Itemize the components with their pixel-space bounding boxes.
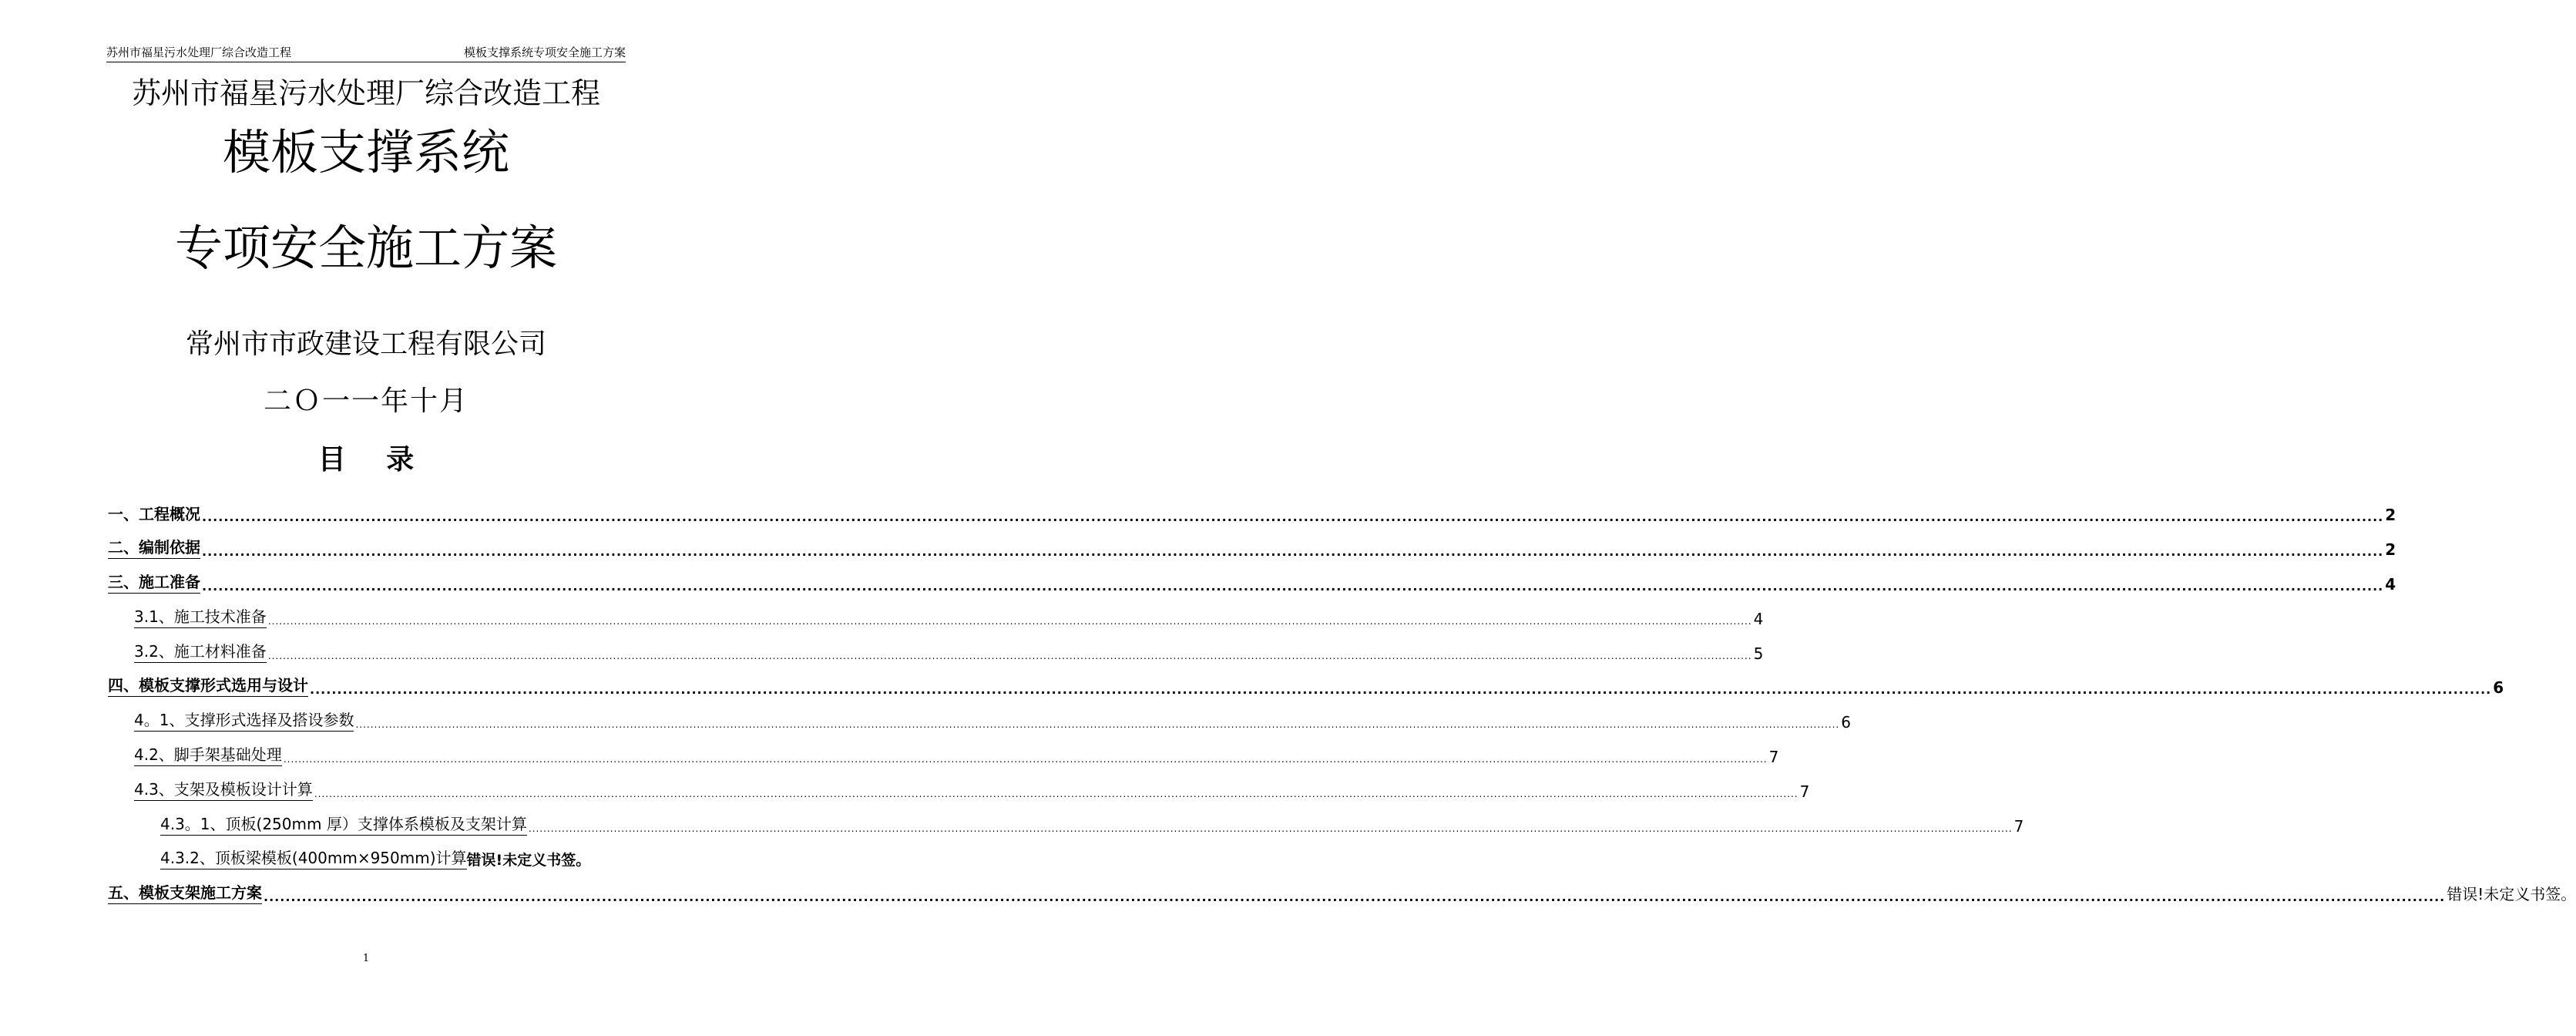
toc-leader: ................................................................................................................................................................................................................................................................................................................................................................................................................ <box>264 890 2446 904</box>
toc-entry-label: 3.2、施工材料准备 <box>134 639 267 663</box>
toc-entry-page: 6 <box>1841 713 1851 732</box>
toc-entry-label: 四、模板支撑形式选用与设计 <box>108 673 308 697</box>
document-title-line1: 模板支撑系统 <box>222 124 509 180</box>
toc-entry-label: 4.3、支架及模板设计计算 <box>134 777 313 801</box>
toc-entry-label: 4.2、脚手架基础处理 <box>134 742 282 766</box>
toc-entry[interactable] <box>134 641 1764 663</box>
toc-entry[interactable] <box>134 745 1779 766</box>
toc-entry[interactable] <box>108 883 2576 904</box>
toc-leader: ................................................................................................................................................................................................................................................................................................................................................................................................................ <box>314 789 1798 799</box>
toc-entry-page: 4 <box>2385 575 2396 594</box>
document-date: 二Ｏ一一年十月 <box>263 385 469 417</box>
toc-entry[interactable] <box>134 779 1810 801</box>
toc-entry[interactable] <box>108 572 2396 594</box>
toc-entry-label: 4.3。1、顶板(250mm 厚）支撑体系模板及支架计算 <box>160 812 527 836</box>
toc-entry-label: 4。1、支撑形式选择及搭设参数 <box>134 708 354 732</box>
toc-entry-label: 4.3.2、顶板梁模板(400mm×950mm)计算 <box>160 846 467 870</box>
toc-entry-page: 2 <box>2385 506 2396 524</box>
toc-entry-label: 3.1、施工技术准备 <box>134 604 267 628</box>
project-title: 苏州市福星污水处理厂综合改造工程 <box>131 76 600 110</box>
toc-entry-page: 4 <box>1753 610 1764 628</box>
company-name: 常州市市政建设工程有限公司 <box>185 328 546 360</box>
toc-entry-page: 错误!未定义书签。 <box>2447 885 2576 903</box>
toc-entry-label: 二、编制依据 <box>108 535 200 559</box>
toc-entry[interactable] <box>160 814 2024 836</box>
toc-entry[interactable] <box>108 503 2396 524</box>
document-title-line2: 专项安全施工方案 <box>174 220 557 276</box>
toc-leader: ................................................................................................................................................................................................................................................................................................................................................................................................................ <box>202 579 2384 594</box>
toc-entry[interactable] <box>134 607 1764 628</box>
toc-entry-page: 5 <box>1753 644 1764 663</box>
toc-leader: ................................................................................................................................................................................................................................................................................................................................................................................................................ <box>528 823 2013 834</box>
toc-entry-label: 三、施工准备 <box>108 570 200 594</box>
toc-leader: ................................................................................................................................................................................................................................................................................................................................................................................................................ <box>283 754 1768 765</box>
toc-entry-page: 7 <box>2013 817 2024 836</box>
toc-entry-page: 错误!未定义书签。 <box>466 852 591 869</box>
toc-entry-page: 7 <box>1799 782 1810 801</box>
toc-leader: ................................................................................................................................................................................................................................................................................................................................................................................................................ <box>355 719 1840 730</box>
toc-entry-label: 五、模板支架施工方案 <box>108 880 262 904</box>
header-right-text: 模板支撑系统专项安全施工方案 <box>463 45 626 59</box>
page-number: 1 <box>362 953 370 964</box>
toc-leader: ................................................................................................................................................................................................................................................................................................................................................................................................................ <box>202 510 2384 524</box>
toc-title: 目 录 <box>317 444 415 476</box>
toc-entry-page: 2 <box>2385 540 2396 559</box>
toc-entry[interactable] <box>108 537 2396 559</box>
toc-entry[interactable] <box>108 675 2504 697</box>
page-header <box>106 40 626 62</box>
toc-leader: ................................................................................................................................................................................................................................................................................................................................................................................................................ <box>310 682 2492 697</box>
toc-entry[interactable] <box>134 710 1851 732</box>
toc-entry[interactable] <box>160 848 624 870</box>
toc-entry-page: 6 <box>2493 678 2504 697</box>
toc-leader: ................................................................................................................................................................................................................................................................................................................................................................................................................ <box>267 651 1752 661</box>
toc-leader: ................................................................................................................................................................................................................................................................................................................................................................................................................ <box>202 544 2384 559</box>
toc-entry-page: 7 <box>1768 748 1779 766</box>
toc-entry-label: 一、工程概况 <box>108 505 200 523</box>
header-left-text: 苏州市福星污水处理厂综合改造工程 <box>106 45 292 59</box>
toc-leader: ................................................................................................................................................................................................................................................................................................................................................................................................................ <box>267 616 1752 627</box>
